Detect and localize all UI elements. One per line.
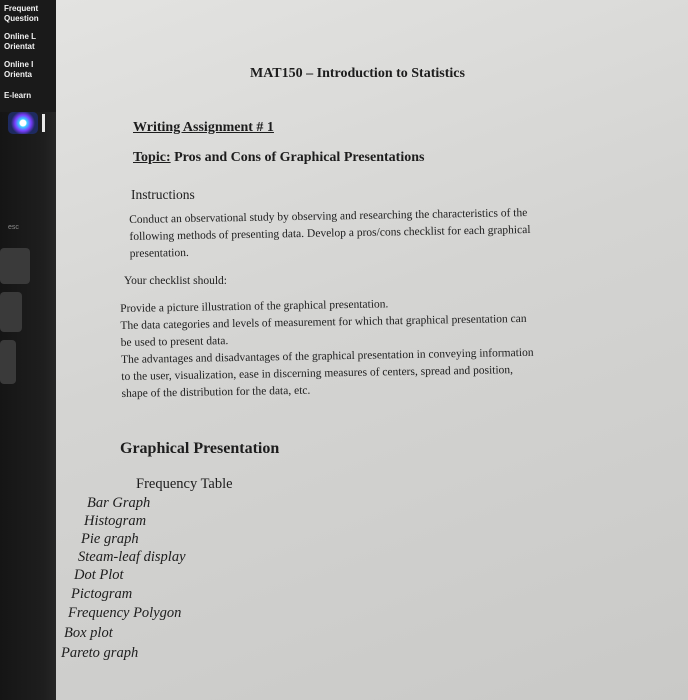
checklist-line: shape of the distribution for the data, etc. [121, 384, 311, 400]
instructions-heading: Instructions [131, 187, 195, 202]
checklist-intro: Your checklist should: [124, 275, 227, 287]
instructions-paragraph [129, 205, 531, 263]
esc-key: esc [8, 224, 19, 231]
graphical-item: Box plot [64, 625, 113, 641]
checklist-line: The advantages and disadvantages of the graphical presentation in conveying information [120, 346, 534, 366]
graphical-item: Steam-leaf display [78, 549, 186, 565]
instructions-line: following methods of presenting data. Develop a pros/cons checklist for each graphical [129, 223, 531, 243]
topic-label: Topic: [133, 150, 171, 165]
instructions-line: presentation. [129, 246, 189, 260]
graphical-item: Pareto graph [61, 645, 139, 661]
instructions-line: Conduct an observational study by observing and researching the characteristics of the [129, 207, 528, 226]
keyboard-key [0, 292, 22, 332]
keyboard-key [0, 340, 16, 384]
laptop-edge [0, 0, 62, 700]
topic-text: Pros and Cons of Graphical Presentations [174, 150, 425, 165]
siri-icon[interactable] [8, 112, 38, 134]
checklist-line: be used to present data. [120, 335, 229, 349]
checklist-line: to the user, visualization, ease in discerning measures of centers, spread and position, [121, 364, 514, 383]
graphical-item: Pictogram [71, 586, 133, 602]
sidebar-link-elearn[interactable]: E-learn [4, 91, 32, 100]
graphical-presentation-heading: Graphical Presentation [120, 440, 280, 457]
sidebar-link-online-orientation-1[interactable]: Online L Orientat [4, 32, 36, 51]
checklist-line: The data categories and levels of measurement for which that graphical presentation can [120, 312, 527, 332]
keyboard-key [0, 248, 30, 284]
graphical-item: Dot Plot [74, 567, 124, 583]
graphical-item: Histogram [84, 513, 147, 529]
course-title: MAT150 – Introduction to Statistics [250, 66, 465, 81]
graphical-item: Frequency Polygon [68, 605, 182, 621]
topic-line [133, 150, 424, 166]
assignment-title: Writing Assignment # 1 [133, 120, 274, 135]
graphical-item: Bar Graph [87, 495, 151, 511]
sidebar-link-frequent-questions[interactable]: Frequent Question [4, 4, 39, 23]
graphical-item: Frequency Table [136, 476, 233, 492]
checklist-line: Provide a picture illustration of the graphical presentation. [120, 298, 389, 315]
app-indicator-icon [42, 114, 45, 132]
assignment-paper [56, 0, 688, 700]
graphical-item: Pie graph [81, 531, 139, 547]
sidebar-link-online-orientation-2[interactable]: Online I Orienta [4, 60, 34, 79]
checklist-paragraph [120, 294, 534, 403]
